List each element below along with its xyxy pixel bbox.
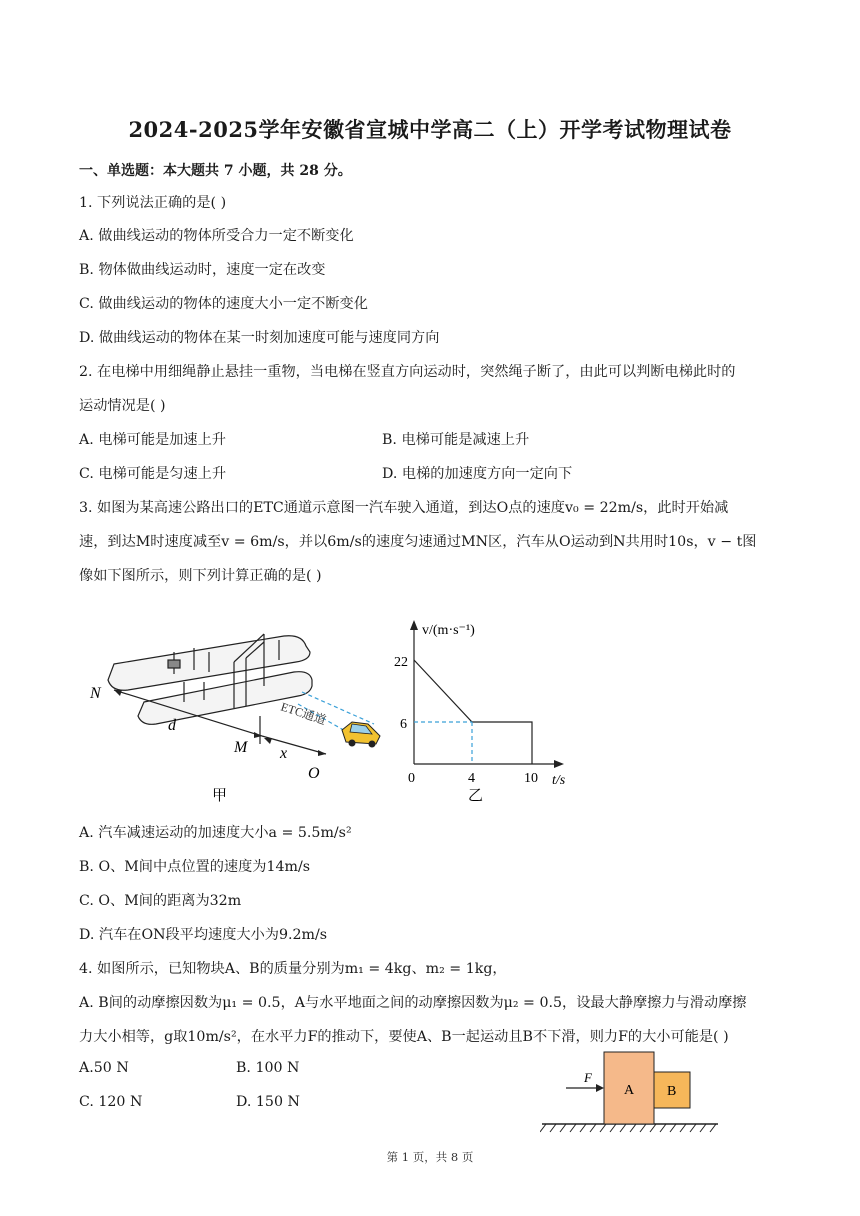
q1-option-c: C. 做曲线运动的物体的速度大小一定不断变化 xyxy=(79,296,368,312)
q2-option-d: D. 电梯的加速度方向一定向下 xyxy=(382,466,573,482)
vt-tick-6: 6 xyxy=(400,717,407,732)
caption-jia: 甲 xyxy=(212,788,228,804)
label-m: M xyxy=(234,739,248,756)
q4-option-b: B. 100 N xyxy=(236,1060,300,1076)
q1-option-b: B. 物体做曲线运动时，速度一定在改变 xyxy=(79,262,326,278)
vt-tick-0: 0 xyxy=(408,771,415,786)
label-n: N xyxy=(90,685,101,702)
blocks-figure xyxy=(540,1044,720,1134)
q3-option-c: C. O、M间的距离为32m xyxy=(79,893,242,909)
q3-option-a: A. 汽车减速运动的加速度大小a = 5.5m/s² xyxy=(79,825,352,841)
page-title: 2024-2025学年安徽省宣城中学高二（上）开学考试物理试卷 xyxy=(128,117,732,142)
block-a-label: A xyxy=(624,1083,635,1098)
q2-stem-line2: 运动情况是( ) xyxy=(79,398,166,414)
q3-option-d: D. 汽车在ON段平均速度大小为9.2m/s xyxy=(79,927,328,943)
q4-stem-line2: A. B间的动摩擦因数为μ₁ = 0.5，A与水平地面之间的动摩擦因数为μ₂ = 0.5，设最大静摩擦力与滑动摩擦 xyxy=(79,995,747,1011)
q4-option-a: A.50 N xyxy=(79,1060,129,1076)
vt-tick-10: 10 xyxy=(524,771,538,786)
q3-option-b: B. O、M间中点位置的速度为14m/s xyxy=(79,859,311,875)
vt-xlabel: t/s xyxy=(552,773,566,788)
label-o: O xyxy=(308,765,320,782)
caption-yi: 乙 xyxy=(468,788,484,804)
q1-option-d: D. 做曲线运动的物体在某一时刻加速度可能与速度同方向 xyxy=(79,330,440,346)
vt-tick-4: 4 xyxy=(468,771,475,786)
q2-stem-line1: 2. 在电梯中用细绳静止悬挂一重物，当电梯在竖直方向运动时，突然绳子断了，由此可以判断电梯此时的 xyxy=(79,364,736,380)
label-etc: ETC通道 xyxy=(279,699,328,728)
q2-option-c: C. 电梯可能是匀速上升 xyxy=(79,466,227,482)
q4-stem-line1: 4. 如图所示，已知物块A、B的质量分别为m₁ = 4kg、m₂ = 1kg， xyxy=(79,961,507,977)
q1-stem: 1. 下列说法正确的是( ) xyxy=(79,195,227,211)
block-b-label: B xyxy=(667,1084,677,1099)
q3-stem-line2: 速，到达M时速度减至v = 6m/s，并以6m/s的速度匀速通过MN区，汽车从O运动到N共用时10s，v − t图 xyxy=(79,534,757,550)
q3-stem-line3: 像如下图所示，则下列计算正确的是( ) xyxy=(79,568,322,584)
vt-graph xyxy=(392,616,582,806)
label-x: x xyxy=(280,745,288,762)
q3-stem-line1: 3. 如图为某高速公路出口的ETC通道示意图一汽车驶入通道，到达O点的速度v₀ = 22m/s，此时开始减 xyxy=(79,500,729,516)
q4-option-d: D. 150 N xyxy=(236,1094,300,1110)
q2-option-a: A. 电梯可能是加速上升 xyxy=(79,432,226,448)
q4-stem-line3: 力大小相等，g取10m/s²，在水平力F的推动下，要使A、B一起运动且B不下滑，则力F的大小可能是( ) xyxy=(79,1029,729,1045)
label-d: d xyxy=(168,717,176,734)
force-label: F xyxy=(584,1070,592,1085)
q1-option-a: A. 做曲线运动的物体所受合力一定不断变化 xyxy=(79,228,354,244)
section-heading: 一、单选题：本大题共 7 小题，共 28 分。 xyxy=(79,163,352,179)
q2-option-b: B. 电梯可能是减速上升 xyxy=(382,432,530,448)
page-footer: 第 1 页，共 8 页 xyxy=(386,1150,474,1164)
vt-ylabel: v/(m·s⁻¹) xyxy=(422,623,475,638)
vt-tick-22: 22 xyxy=(394,655,408,670)
q4-option-c: C. 120 N xyxy=(79,1094,143,1110)
etc-lane-figure xyxy=(84,612,394,808)
car-icon xyxy=(342,722,380,748)
